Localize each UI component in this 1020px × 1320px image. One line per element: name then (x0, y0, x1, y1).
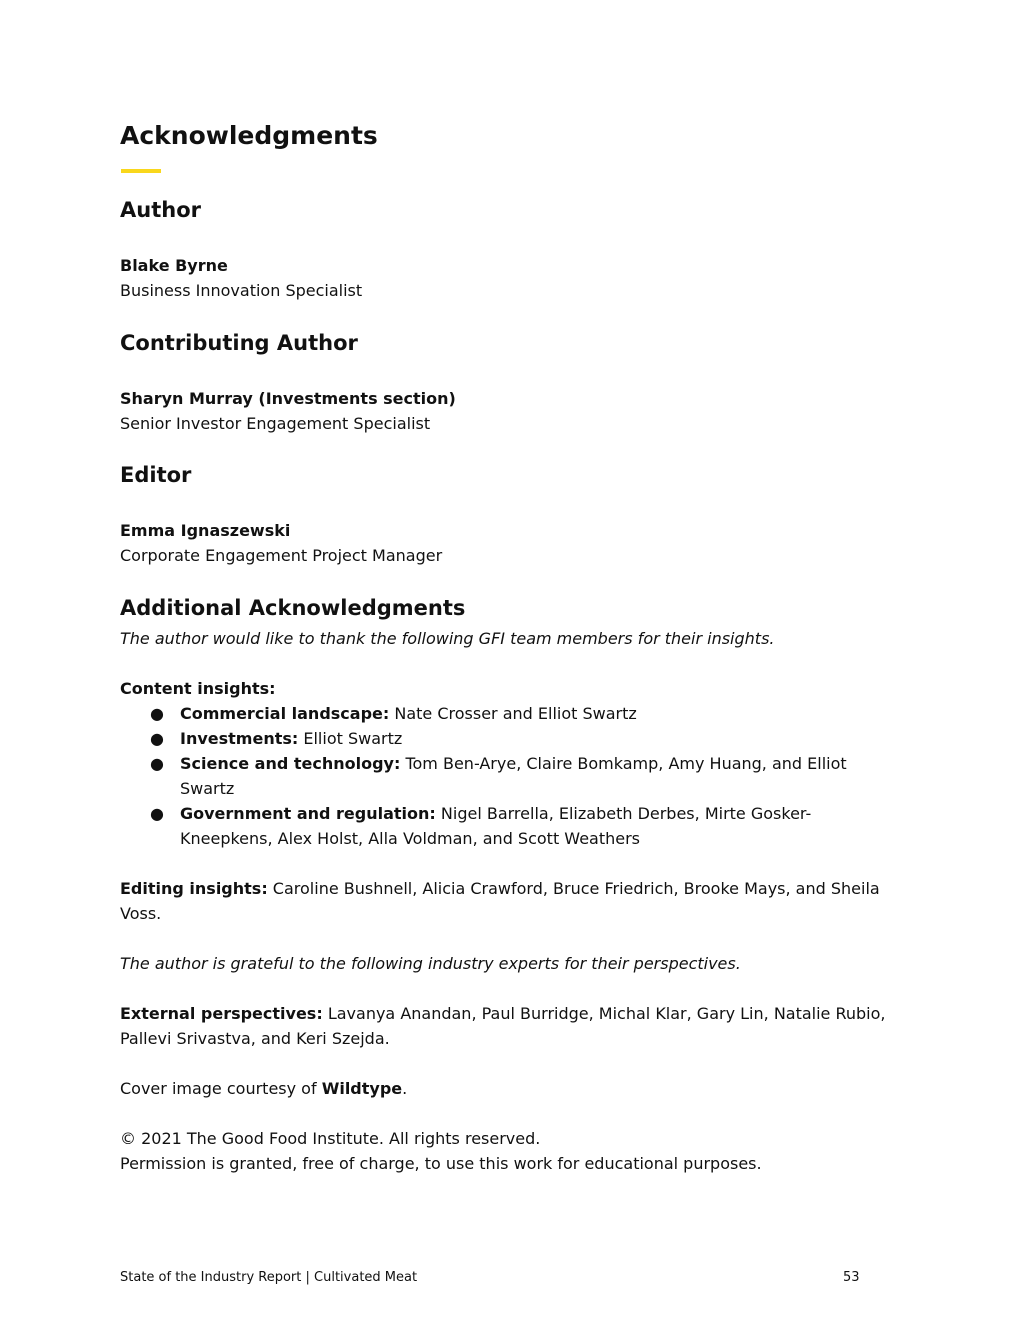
list-item (120, 801, 880, 851)
bullet-label: Science and technology: (180, 754, 401, 773)
cover-credit-name: Wildtype (321, 1079, 403, 1098)
team-thanks-intro: The author would like to thank the following GFI team members for their insights. (120, 629, 775, 648)
bullet-label: Government and regulation: (180, 804, 436, 823)
bullet-label: Commercial landscape: (180, 704, 390, 723)
bullet-label: Investments: (180, 729, 299, 748)
editor-heading: Editor (120, 463, 192, 487)
contributing-author-name: Sharyn Murray (Investments section) (120, 389, 456, 408)
editor-role: Corporate Engagement Project Manager (120, 546, 443, 565)
experts-intro: The author is grateful to the following industry experts for their perspectives. (120, 954, 741, 973)
editor-name: Emma Ignaszewski (120, 521, 291, 540)
list-item (120, 751, 880, 801)
author-role: Business Innovation Specialist (120, 281, 363, 300)
bullet-text: Elliot Swartz (298, 729, 403, 748)
cover-credit-suffix: . (402, 1079, 408, 1098)
bullet-text: Nigel Barrella, Elizabeth Derbes, Mirte Gosker-Kneepkens, Alex Holst, Alla Voldman, and Scott Weathers (180, 804, 812, 848)
footer-page-number: 53 (843, 1270, 860, 1285)
footer-report-title: State of the Industry Report | Cultivated Meat (120, 1270, 418, 1285)
content-insights-list (120, 701, 880, 851)
bullet-icon: ● (150, 704, 164, 723)
bullet-text: Nate Crosser and Elliot Swartz (389, 704, 637, 723)
cover-credit-line (120, 1076, 900, 1101)
page-title: Acknowledgments (120, 121, 378, 150)
editing-insights-paragraph (120, 876, 900, 926)
title-accent-bar (121, 169, 161, 173)
bullet-icon: ● (150, 729, 164, 748)
list-item (120, 701, 880, 726)
author-heading: Author (120, 198, 201, 222)
copyright-notice: © 2021 The Good Food Institute. All rights reserved. (120, 1129, 541, 1148)
external-perspectives-text: Lavanya Anandan, Paul Burridge, Michal Klar, Gary Lin, Natalie Rubio, Pallevi Srivastva, and Keri Szejda. (120, 1004, 886, 1048)
bullet-text: Tom Ben-Arye, Claire Bomkamp, Amy Huang, and Elliot Swartz (180, 754, 847, 798)
list-item (120, 726, 880, 751)
content-insights-label: Content insights: (120, 679, 276, 698)
contributing-author-role: Senior Investor Engagement Specialist (120, 414, 431, 433)
permission-notice: Permission is granted, free of charge, to use this work for educational purposes. (120, 1154, 762, 1173)
external-perspectives-label: External perspectives: (120, 1004, 323, 1023)
bullet-icon: ● (150, 754, 164, 773)
editing-insights-label: Editing insights: (120, 879, 268, 898)
external-perspectives-paragraph (120, 1001, 900, 1051)
contributing-author-heading: Contributing Author (120, 331, 358, 355)
cover-credit-prefix: Cover image courtesy of (120, 1079, 322, 1098)
author-name: Blake Byrne (120, 256, 228, 275)
editing-insights-text: Caroline Bushnell, Alicia Crawford, Bruce Friedrich, Brooke Mays, and Sheila Voss. (120, 879, 880, 923)
bullet-icon: ● (150, 804, 164, 823)
additional-acknowledgments-heading: Additional Acknowledgments (120, 596, 466, 620)
